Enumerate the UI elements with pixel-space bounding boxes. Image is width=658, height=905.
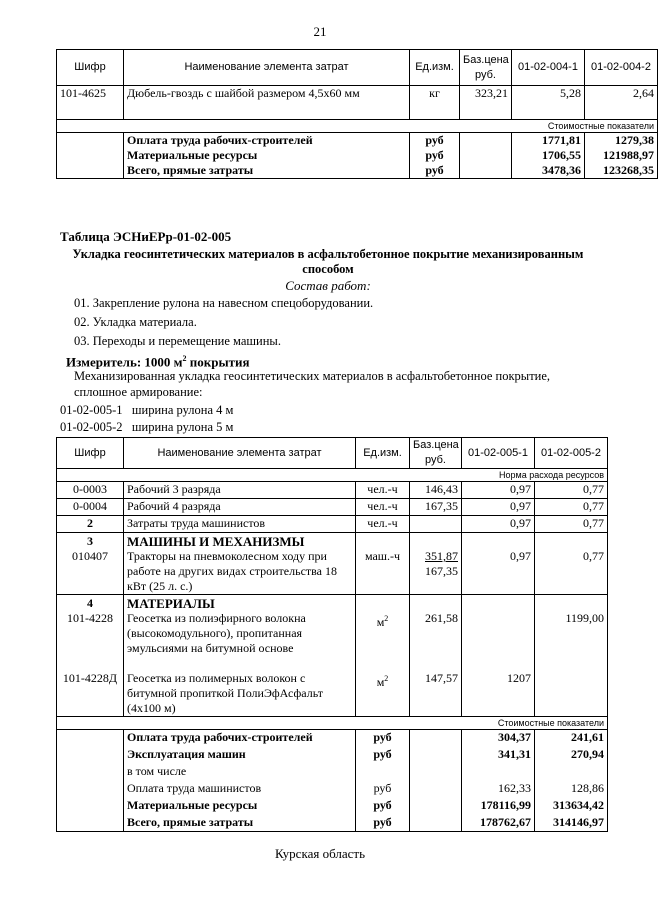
- item-name: Дюбель-гвоздь с шайбой размером 4,5х60 мм: [124, 86, 410, 120]
- description-line1: Механизированная укладка геосинтетических материалов в асфальтобетонное покрытие,: [74, 369, 551, 383]
- table-row: 3 010407 МАШИНЫ И МЕХАНИЗМЫ Тракторы на пневмоколесном ходу при работе на других видах строительства 18 кВт (25 л. с.) маш.-ч 351,87 167,35 0,97 0,77: [57, 533, 608, 595]
- subhead-row: Стоимостные показатели: [57, 717, 608, 730]
- col-header-v2: 01-02-004-2: [585, 50, 658, 86]
- cost-table-2: Шифр Наименование элемента затрат Ед.изм. Баз.цена руб. 01-02-005-1 01-02-005-2 Норма расхода ресурсов 0-0003 Рабочий 3 разряда чел.-ч 146,43 0,97 0,77 0-0004 Рабочий 4 разряда чел.-ч 167,35 0,97 0,77 2 Затраты труда машинистов чел.-ч 0,97 0,77 3 010407 МАШИНЫ И МЕХАНИЗМЫ Тракторы на пневмоколесном ходу при работе на других видах строительства 18 кВт (25 л. с.) маш.-ч 351,87 167,35 0,97 0,77 4 101-4228 101-4228Д МАТЕРИАЛЫ Геосетка из полиэфирного волокна (высокомодульного), пропитанная эмульсиями на битумной основе Геосетка из полимерных волокон с битумной пропиткой ПолиЭфАсфальт (4х100 м) $м^2$ $м^2$ 261,58 147,57 1207 1199,00 Стоимостные показатели Оплата труда рабочих-строителей руб 304,37 241,61 Эксплуатация машин руб 341,31 270,94 в том числе Оплата труда машинистов руб 162,33 128,86 Материальные ресурсы руб 178116,99 313634,42 Всего, прямые затраты руб 178762,67 314146,97: [56, 437, 608, 832]
- subhead-label: Стоимостные показатели: [57, 120, 658, 133]
- table-row: 4 101-4228 101-4228Д МАТЕРИАЛЫ Геосетка из полиэфирного волокна (высокомодульного), пропитанная эмульсиями на битумной основе Геосетка из полимерных волокон с битумной пропиткой ПолиЭфАсфальт (4х100 м) $м^2$ $м^2$ 261,58 147,57 1207 1199,00: [57, 595, 608, 717]
- variant-item: 01-02-005-1 ширина рулона 4 м: [60, 403, 234, 417]
- col-header-v1: 01-02-004-1: [512, 50, 585, 86]
- item-code: 101-4625: [57, 86, 124, 120]
- footer-region: Курская область: [274, 846, 365, 861]
- table-row: Материальные ресурсы руб 1706,55 121988,97: [57, 148, 658, 163]
- table-row: Эксплуатация машин руб 341,31 270,94: [57, 747, 608, 764]
- subhead-row: [57, 120, 658, 133]
- table-row: Оплата труда рабочих-строителей руб 1771,81 1279,38: [57, 133, 658, 149]
- table-row: Всего, прямые затраты руб 3478,36 123268,35: [57, 163, 658, 179]
- item-v1: 5,28: [512, 86, 585, 120]
- col-header-name: Наименование элемента затрат: [124, 50, 410, 86]
- item-v2: 2,64: [585, 86, 658, 120]
- works-title: Состав работ:: [285, 278, 371, 293]
- table-title: Таблица ЭСНиЕРр-01-02-005: [60, 229, 232, 244]
- table-row: Оплата труда рабочих-строителей руб 304,37 241,61: [57, 730, 608, 747]
- cost-table-1: [56, 49, 658, 179]
- col-header-code: Шифр: [57, 50, 124, 86]
- table-row: 0-0004 Рабочий 4 разряда чел.-ч 167,35 0,97 0,77: [57, 499, 608, 516]
- meter-label: Измеритель: 1000 $м^2$ покрытия: [66, 354, 250, 370]
- description-line2: сплошное армирование:: [74, 385, 203, 399]
- table-row: Материальные ресурсы руб 178116,99 313634,42: [57, 798, 608, 815]
- work-item: 02. Укладка материала.: [74, 315, 197, 329]
- page-number: 21: [313, 24, 327, 39]
- table-row: в том числе: [57, 764, 608, 781]
- col-header-price: Баз.цена руб.: [460, 50, 512, 86]
- section-heading-line1: Укладка геосинтетических материалов в асфальтобетонное покрытие механизированным: [72, 247, 584, 261]
- table-row: Всего, прямые затраты руб 178762,67 314146,97: [57, 815, 608, 832]
- table-row: 2 Затраты труда машинистов чел.-ч 0,97 0,77: [57, 516, 608, 533]
- table-row: [57, 86, 658, 120]
- variant-item: 01-02-005-2 ширина рулона 5 м: [60, 420, 234, 434]
- work-item: 01. Закрепление рулона на навесном спецоборудовании.: [74, 296, 374, 310]
- item-unit: кг: [410, 86, 460, 120]
- subhead-row: Норма расхода ресурсов: [57, 469, 608, 482]
- table-row: Оплата труда машинистов руб 162,33 128,86: [57, 781, 608, 798]
- total-name: Оплата труда рабочих-строителей: [124, 133, 410, 149]
- section-heading-line2: способом: [302, 262, 354, 276]
- col-header-unit: Ед.изм.: [410, 50, 460, 86]
- table-row: 0-0003 Рабочий 3 разряда чел.-ч 146,43 0,97 0,77: [57, 482, 608, 499]
- work-item: 03. Переходы и перемещение машины.: [74, 334, 281, 348]
- item-price: 323,21: [460, 86, 512, 120]
